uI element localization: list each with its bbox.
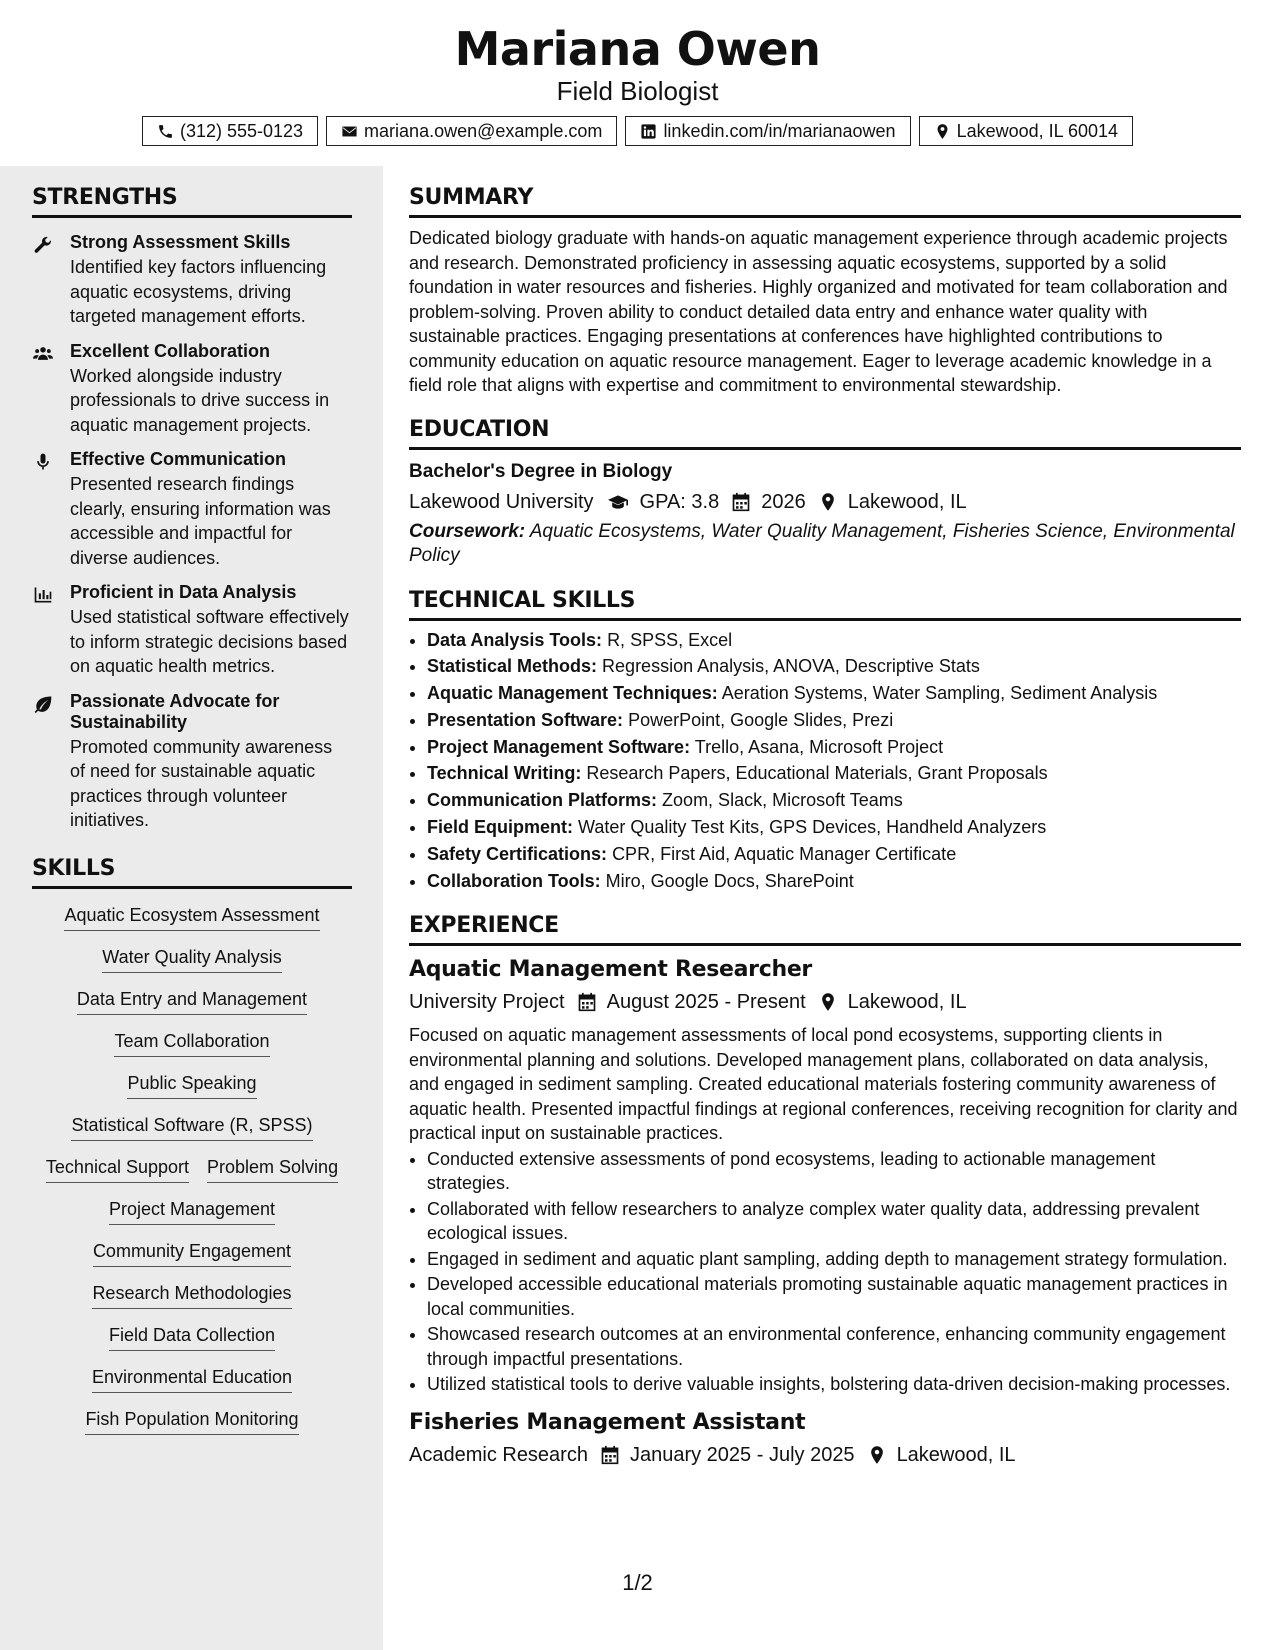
microphone-icon — [32, 452, 54, 472]
experience-heading: EXPERIENCE — [409, 912, 1241, 946]
main-column — [409, 166, 1241, 1470]
strength-desc: Identified key factors influencing aquatic ecosystems, driving targeted management efforts. — [70, 257, 327, 326]
strength-desc: Worked alongside industry professionals to drive success in aquatic management projects. — [70, 365, 330, 435]
tech-skill-label: Data Analysis Tools: — [427, 629, 603, 650]
strength-title: Proficient in Data Analysis — [70, 582, 297, 602]
list-item — [427, 814, 1241, 841]
job-dates: January 2025 - July 2025 — [629, 1443, 855, 1466]
tech-skill-label: Presentation Software: — [427, 709, 624, 730]
phone-icon — [157, 123, 174, 140]
location-text: Lakewood, IL 60014 — [956, 121, 1119, 141]
technical-skills-heading: TECHNICAL SKILLS — [409, 587, 1241, 621]
skills-list — [32, 903, 352, 1435]
tech-skill-label: Statistical Methods: — [427, 656, 598, 677]
education-meta — [409, 487, 1241, 517]
tech-skill-value: Trello, Asana, Microsoft Project — [694, 736, 944, 757]
job-description: Focused on aquatic management assessments of local pond ecosystems, supporting clients in environmental planning and solutions. Developed management plans, collaborated on data analysis, and engaged in sediment sampling. Created educational materials fostering community awareness of aquatic health. Presented impactful findings at regional conferences, receiving recognition for clarity and practical input on sustainable practices. — [409, 1025, 1238, 1144]
job-title: Fisheries Management Assistant — [409, 1409, 806, 1435]
envelope-icon — [341, 123, 358, 140]
resume-header — [0, 0, 1275, 146]
contact-location — [919, 116, 1133, 146]
skill-tag: Field Data Collection — [109, 1323, 275, 1351]
coursework — [409, 520, 1241, 569]
skill-tag: Environmental Education — [92, 1365, 292, 1393]
tech-skill-label: Communication Platforms: — [427, 790, 658, 811]
list-item — [427, 680, 1241, 707]
list-item — [427, 760, 1241, 787]
tech-skill-label: Aquatic Management Techniques: — [427, 683, 718, 704]
tech-skill-label: Collaboration Tools: — [427, 870, 601, 891]
list-item — [427, 734, 1241, 761]
summary-text: Dedicated biology graduate with hands-on aquatic management experience through academic projects and research. Demonstrated proficiency in assessing aquatic ecosystems, supported by a solid foundation in water resources and fisheries. Highly organized and motivated for team collaboration and problem-solving. Proven ability to conduct detailed data entry and enhance water quality with sustainable practices. Engaging presentations at conferences have highlighted contributions to community education on aquatic resource management. Eager to leverage academic knowledge in a field role that aligns with expertise and commitment to environmental stewardship. — [409, 228, 1228, 395]
skill-tag: Problem Solving — [207, 1155, 338, 1183]
list-item: • Developed accessible educational materials promoting sustainable aquatic management practices in local communities. — [427, 1272, 1241, 1321]
tech-skill-label: Project Management Software: — [427, 736, 691, 757]
coursework-list: Aquatic Ecosystems, Water Quality Management, Fisheries Science, Environmental Policy — [409, 520, 1235, 566]
job-bullets — [409, 1147, 1241, 1397]
skill-tag: Public Speaking — [127, 1071, 256, 1099]
skill-tag: Community Engagement — [93, 1239, 291, 1267]
skill-tag: Statistical Software (R, SPSS) — [71, 1113, 312, 1141]
list-item: • Collaborated with fellow researchers to analyze complex water quality data, addressing prevalent ecological issues. — [427, 1197, 1241, 1246]
contact-phone — [142, 116, 318, 146]
skill-tag: Research Methodologies — [92, 1281, 291, 1309]
tech-skill-value: Miro, Google Docs, SharePoint — [605, 870, 854, 891]
contact-linkedin — [625, 116, 910, 146]
skills-heading: SKILLS — [32, 855, 352, 889]
tech-skill-value: Zoom, Slack, Microsoft Teams — [662, 790, 903, 811]
list-item: • Engaged in sediment and aquatic plant sampling, adding depth to management strategy formulation. — [427, 1247, 1241, 1272]
skill-tag: Fish Population Monitoring — [85, 1407, 298, 1435]
strength-item — [32, 449, 352, 570]
strength-title: Effective Communication — [70, 449, 287, 469]
tech-skill-value: Aeration Systems, Water Sampling, Sediment Analysis — [721, 683, 1158, 704]
list-item — [427, 627, 1241, 654]
list-item — [427, 787, 1241, 814]
calendar-icon — [731, 492, 751, 512]
school-name: Lakewood University — [409, 490, 594, 513]
summary-heading: SUMMARY — [409, 184, 1241, 218]
skill-tag: Technical Support — [46, 1155, 189, 1183]
tech-skill-value: R, SPSS, Excel — [607, 629, 733, 650]
wrench-icon — [32, 235, 54, 255]
strength-desc: Used statistical software effectively to inform strategic decisions based on aquatic health metrics. — [70, 607, 349, 676]
users-icon — [32, 344, 54, 364]
candidate-name: Mariana Owen — [454, 22, 821, 76]
list-item — [427, 653, 1241, 680]
list-item — [427, 841, 1241, 868]
map-pin-icon — [934, 123, 951, 140]
phone-text: (312) 555-0123 — [179, 121, 304, 141]
job-dates: August 2025 - Present — [606, 991, 806, 1014]
skill-tag: Water Quality Analysis — [102, 945, 281, 973]
school-location: Lakewood, IL — [847, 490, 967, 513]
skill-tag: Aquatic Ecosystem Assessment — [64, 903, 319, 931]
sidebar — [0, 166, 383, 1650]
tech-skill-label: Technical Writing: — [427, 763, 582, 784]
job-meta — [409, 1440, 1241, 1470]
strength-title: Excellent Collaboration — [70, 340, 271, 361]
leaf-icon — [32, 694, 54, 714]
skill-tag: Project Management — [109, 1197, 275, 1225]
calendar-icon — [600, 1445, 620, 1465]
strength-title: Passionate Advocate for Sustainability — [70, 690, 280, 732]
tech-skill-label: Field Equipment: — [427, 817, 573, 838]
candidate-title: Field Biologist — [556, 76, 719, 106]
job-title: Aquatic Management Researcher — [409, 957, 812, 983]
email-text: mariana.owen@example.com — [364, 121, 603, 141]
degree-title: Bachelor's Degree in Biology — [409, 460, 673, 482]
linkedin-icon — [640, 123, 657, 140]
education-heading: EDUCATION — [409, 416, 1241, 450]
graduation-cap-icon — [606, 492, 630, 512]
technical-skills-list — [409, 627, 1241, 895]
grad-year: 2026 — [761, 490, 806, 513]
job-meta — [409, 987, 1241, 1017]
tech-skill-value: Research Papers, Educational Materials, Grant Proposals — [586, 763, 1048, 784]
linkedin-text: linkedin.com/in/marianaowen — [663, 121, 896, 141]
job-location: Lakewood, IL — [847, 991, 967, 1014]
tech-skill-value: PowerPoint, Google Slides, Prezi — [628, 709, 894, 730]
map-pin-icon — [818, 992, 838, 1012]
strengths-heading: STRENGTHS — [32, 184, 352, 218]
strength-item — [32, 232, 352, 329]
job-org: University Project — [409, 991, 565, 1014]
job-org: Academic Research — [409, 1443, 588, 1466]
map-pin-icon — [867, 1445, 887, 1465]
chart-icon — [32, 585, 54, 605]
tech-skill-value: Regression Analysis, ANOVA, Descriptive Stats — [602, 656, 980, 677]
page-number: 1/2 — [622, 1570, 653, 1595]
tech-skill-value: Water Quality Test Kits, GPS Devices, Handheld Analyzers — [578, 817, 1047, 838]
calendar-icon — [577, 992, 597, 1012]
skill-tag: Team Collaboration — [114, 1029, 269, 1057]
strength-desc: Promoted community awareness of need for sustainable aquatic practices through volunteer initiatives. — [70, 736, 333, 830]
strength-title: Strong Assessment Skills — [70, 232, 291, 252]
contact-email — [326, 116, 617, 146]
list-item: • Conducted extensive assessments of pond ecosystems, leading to actionable management strategies. — [427, 1147, 1241, 1196]
tech-skill-value: CPR, First Aid, Aquatic Manager Certificate — [612, 843, 957, 864]
map-pin-icon — [818, 492, 838, 512]
job-location: Lakewood, IL — [896, 1443, 1016, 1466]
strength-item — [32, 341, 352, 438]
contact-bar — [0, 116, 1275, 146]
strength-item — [32, 582, 352, 679]
list-item: • Showcased research outcomes at an environmental conference, enhancing community engagement through impactful presentations. — [427, 1322, 1241, 1371]
list-item — [427, 868, 1241, 895]
list-item — [427, 707, 1241, 734]
list-item: • Utilized statistical tools to derive valuable insights, bolstering data-driven decision-making processes. — [427, 1372, 1241, 1397]
strength-item — [32, 691, 352, 833]
coursework-label: Coursework: — [409, 520, 526, 542]
tech-skill-label: Safety Certifications: — [427, 843, 608, 864]
gpa-text: GPA: 3.8 — [639, 490, 720, 513]
strength-desc: Presented research findings clearly, ensuring information was accessible and impactful for diverse audiences. — [70, 474, 331, 568]
skill-tag: Data Entry and Management — [77, 987, 307, 1015]
